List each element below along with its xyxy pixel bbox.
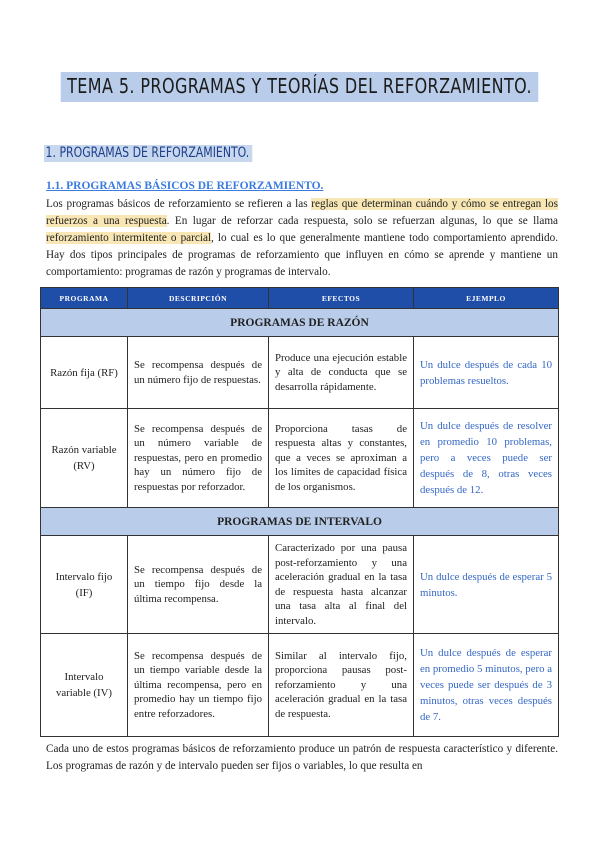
header-programa: PROGRAMA — [41, 288, 128, 309]
intro-highlight-1: reglas que determinan cuándo y cómo se entregan los refuerzos a una respuesta — [46, 198, 558, 227]
cell-ejemplo: Un dulce después de resolver en promedio 10 problemas, pero a veces puede ser después de 8, otras veces después de 12. — [414, 409, 559, 508]
section-label-razon: PROGRAMAS DE RAZÓN — [41, 309, 559, 337]
cell-descripcion: Se recompensa después de un tiempo variable desde la última recompensa, pero en promedio hay un tiempo fijo entre reforzadores. — [128, 634, 269, 737]
header-ejemplo: EJEMPLO — [414, 288, 559, 309]
cell-efectos: Proporciona tasas de respuesta altas y constantes, que a veces se aproximan a los límites de capacidad física de los organismos. — [269, 409, 414, 508]
title-container — [0, 72, 600, 102]
section-row-razon — [41, 309, 559, 337]
section-label-intervalo: PROGRAMAS DE INTERVALO — [41, 508, 559, 536]
table-header-row — [41, 288, 559, 309]
table-row — [41, 409, 559, 508]
intro-text-3: , lo cual es lo que generalmente mantiene todo comportamiento aprendido. Hay dos tipos principales de programas de reforzamiento que influyen en cómo se aprende y mantiene un comportamiento: programas de razón y programas de intervalo. — [46, 232, 558, 278]
page-title: TEMA 5. PROGRAMAS Y TEORÍAS DEL REFORZAMIENTO. — [61, 72, 539, 102]
intro-paragraph — [46, 196, 558, 281]
cell-ejemplo: Un dulce después de esperar 5 minutos. — [414, 536, 559, 634]
header-descripcion: DESCRIPCIÓN — [128, 288, 269, 309]
cell-efectos: Similar al intervalo fijo, proporciona pausas post-reforzamiento y una aceleración gradual en la tasa de respuesta. — [269, 634, 414, 737]
section-row-intervalo — [41, 508, 559, 536]
table-row — [41, 337, 559, 409]
cell-programa: Intervalo fijo (IF) — [41, 536, 128, 634]
cell-programa: Intervalo variable (IV) — [41, 634, 128, 737]
cell-programa: Razón fija (RF) — [41, 337, 128, 409]
programs-table — [40, 287, 559, 737]
cell-ejemplo: Un dulce después de cada 10 problemas resueltos. — [414, 337, 559, 409]
closing-paragraph: Cada uno de estos programas básicos de reforzamiento produce un patrón de respuesta característico y diferente. Los programas de razón y de intervalo pueden ser fijos o variables, lo que resulta en — [46, 743, 558, 772]
subsection-heading: 1.1. PROGRAMAS BÁSICOS DE REFORZAMIENTO. — [46, 180, 324, 192]
cell-programa: Razón variable (RV) — [41, 409, 128, 508]
cell-descripcion: Se recompensa después de un número fijo de respuestas. — [128, 337, 269, 409]
cell-descripcion: Se recompensa después de un número variable de respuestas, pero en promedio hay un número fijo de respuestas por reforzador. — [128, 409, 269, 508]
intro-text-1: Los programas básicos de reforzamiento se refieren a las — [46, 198, 312, 210]
table-row — [41, 536, 559, 634]
table-row — [41, 634, 559, 737]
cell-ejemplo: Un dulce después de esperar en promedio 5 minutos, pero a veces puede ser después de 3 minutos, otras veces después de 7. — [414, 634, 559, 737]
intro-highlight-2: reforzamiento intermitente o parcial — [46, 232, 212, 244]
header-efectos: EFECTOS — [269, 288, 414, 309]
cell-descripcion: Se recompensa después de un tiempo fijo desde la última recompensa. — [128, 536, 269, 634]
intro-text-2: . En lugar de reforzar cada respuesta, solo se refuerzan algunas, lo que se llama — [166, 215, 558, 227]
cell-efectos: Produce una ejecución estable y alta de conducta que se desarrolla rápidamente. — [269, 337, 414, 409]
cell-efectos: Caracterizado por una pausa post-reforzamiento y una aceleración gradual en la tasa de respuesta hasta alcanzar una tasa alta al final del intervalo. — [269, 536, 414, 634]
section-heading: 1. PROGRAMAS DE REFORZAMIENTO. — [44, 145, 252, 162]
